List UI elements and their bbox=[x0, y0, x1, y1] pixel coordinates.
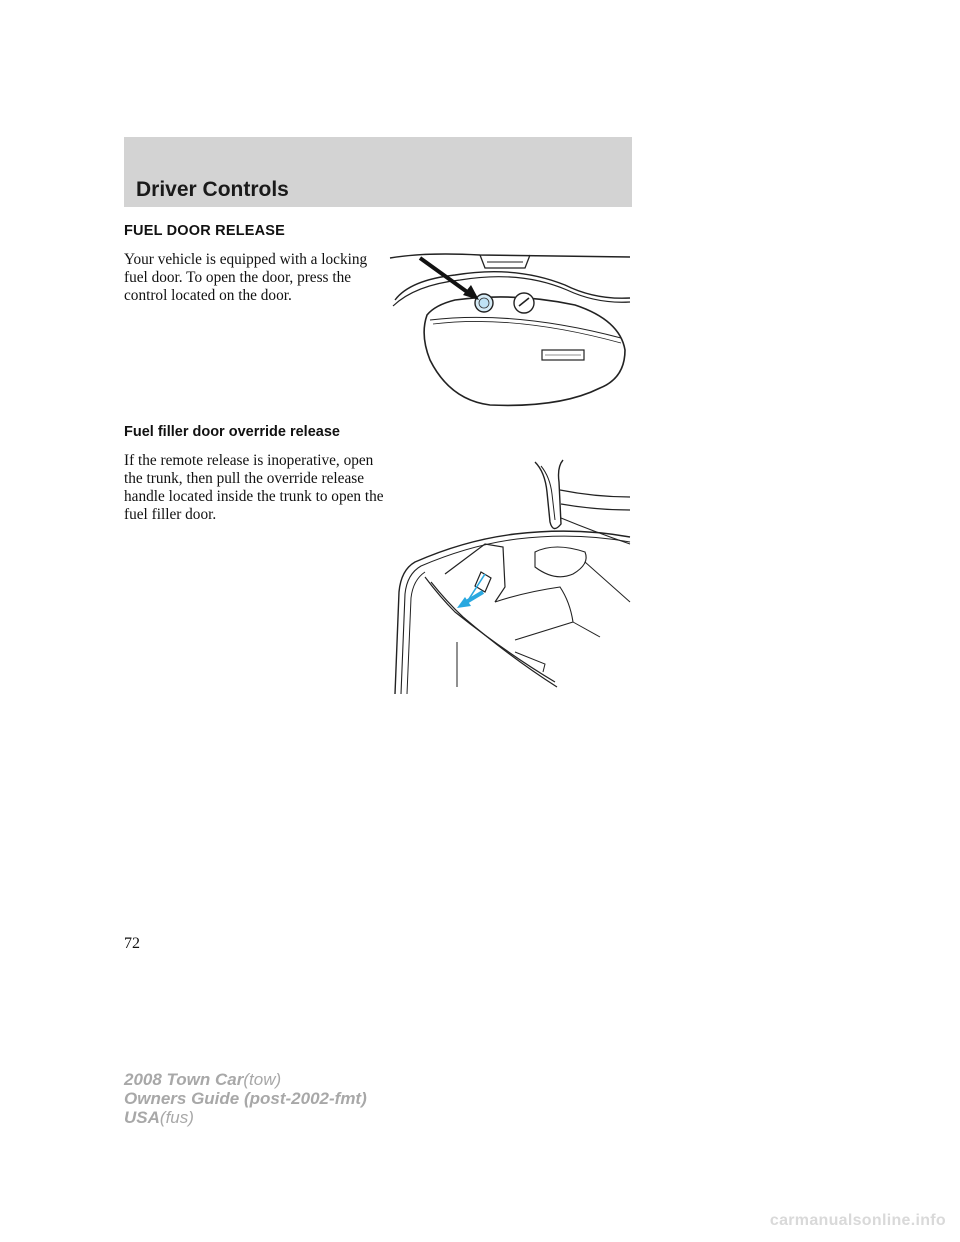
watermark: carmanualsonline.info bbox=[769, 1212, 946, 1229]
section-heading-fuel-door-release: FUEL DOOR RELEASE bbox=[124, 223, 286, 239]
document-footer bbox=[124, 1070, 367, 1127]
override-release-paragraph: If the remote release is inoperative, open the trunk, then pull the override release handle located inside the trunk to open the fuel filler door. bbox=[124, 452, 384, 523]
page-title: Driver Controls bbox=[136, 178, 289, 201]
footer-line-1 bbox=[124, 1070, 367, 1089]
fuel-door-release-paragraph: Your vehicle is equipped with a locking fuel door. To open the door, press the control located on the door. bbox=[124, 251, 368, 304]
trunk-override-illustration bbox=[385, 452, 635, 697]
footer-market-code: (fus) bbox=[159, 1108, 194, 1127]
footer-model: 2008 Town Car bbox=[124, 1070, 244, 1089]
page-number: 72 bbox=[124, 935, 140, 952]
fuel-door-illustration bbox=[385, 240, 635, 415]
section-heading-override-release: Fuel filler door override release bbox=[124, 424, 340, 440]
footer-guide: Owners Guide (post-2002-fmt) bbox=[124, 1089, 367, 1108]
footer-line-2 bbox=[124, 1089, 367, 1108]
footer-model-code: (tow) bbox=[243, 1070, 282, 1089]
footer-line-3 bbox=[124, 1108, 367, 1127]
footer-market: USA bbox=[124, 1108, 160, 1127]
